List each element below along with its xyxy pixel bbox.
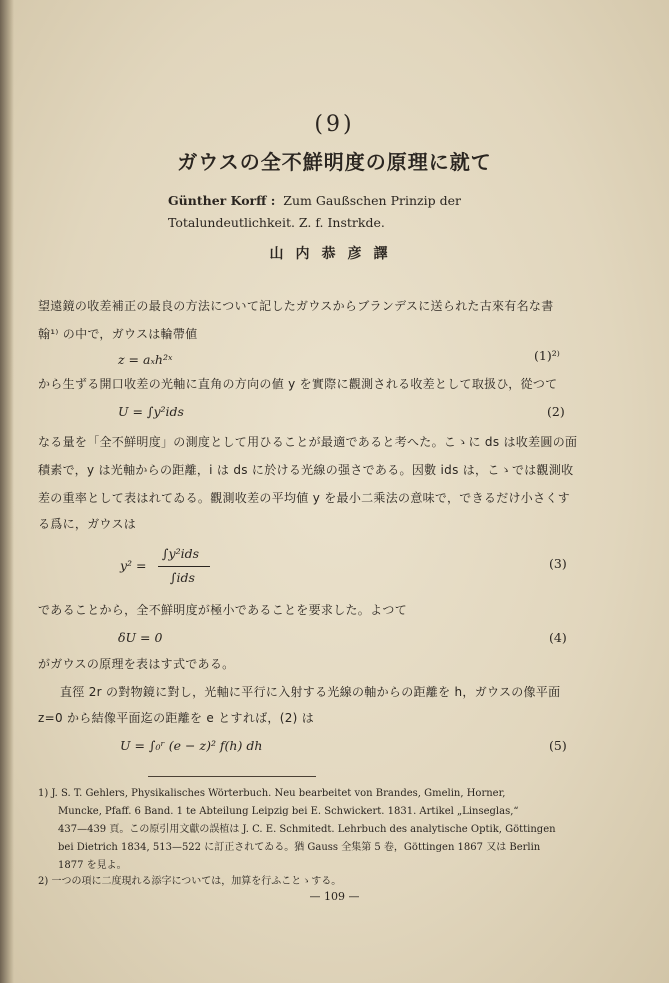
body-line: なる量を「全不鮮明度」の測度として用ひることが最適であると考へた。こゝに ds は收差圓の面 (38, 435, 578, 449)
footnote-1-line: bei Dietrich 1834, 513—522 に訂正されてゐる。猶 Gauss 全集第 5 卷，Göttingen 1867 又は Berlin (58, 842, 541, 853)
body-line: z=0 から結像平面迄の距離を e とすれば，(2) は (38, 711, 315, 725)
body-line: 望遠鏡の收差補正の最良の方法について記したガウスからブランデスに送られた古來有名な書 (38, 299, 554, 313)
equation-3-number: (3) (549, 556, 567, 571)
article-title: ガウスの全不鮮明度の原理に就て (177, 150, 492, 174)
equation-4: δU = 0 (118, 630, 163, 645)
source-citation (168, 190, 461, 234)
footnote-2-line: 2) 一つの項に二度現れる添字については，加算を行ふことゝする。 (38, 876, 342, 887)
footnote-1-line: 1) J. S. T. Gehlers, Physikalisches Wörterbuch. Neu bearbeitet von Brandes, Gmelin, Horner, (38, 788, 506, 799)
footnote-1-line: 437—439 頁。この原引用文獻の誤植は J. C. E. Schmitedt. Lehrbuch des analytische Optik, Göttingen (58, 824, 556, 835)
body-line: 差の重率として表はれてゐる。觀測收差の平均値 y を最小二乘法の意味で，できるだけ小さくす (38, 491, 570, 505)
equation-3-lhs: y² = (120, 558, 147, 573)
equation-3-denominator: ∫ids (170, 570, 195, 585)
body-line: であることから，全不鮮明度が極小であることを要求した。よつて (38, 603, 408, 617)
equation-1-number: (1)²⁾ (534, 348, 560, 363)
footnote-1-line: 1877 を見よ。 (58, 860, 127, 871)
article-number: (9) (314, 112, 355, 137)
body-line: 翰¹⁾ の中で，ガウスは輪帶値 (38, 327, 198, 341)
equation-3-numerator: ∫y²ids (162, 546, 199, 561)
footnote-divider (148, 776, 316, 777)
citation-author: Günther Korff : (168, 193, 276, 208)
body-line: 積素で，y は光軸からの距離，i は ds に於ける光線の强さである。因數 ids は，こゝでは觀測收 (38, 463, 574, 477)
footnote-1-line: Muncke, Pfaff. 6 Band. 1 te Abteilung Leipzig bei E. Schwickert. 1831. Artikel „Linseglas,“ (58, 806, 519, 817)
body-line: がガウスの原理を表はす式である。 (38, 657, 235, 671)
citation-title-part2: Totalundeutlichkeit. Z. f. Instrkde. (168, 215, 385, 230)
citation-title-part1: Zum Gaußschen Prinzip der (283, 193, 461, 208)
body-line: 直徑 2r の對物鏡に對し，光軸に平行に入射する光線の軸からの距離を h，ガウスの像平面 (60, 685, 561, 699)
body-line: る爲に，ガウスは (38, 517, 137, 531)
page-number: — 109 — (309, 890, 360, 903)
equation-4-number: (4) (549, 630, 567, 645)
body-line: から生ずる開口收差の光軸に直角の方向の値 y を實際に觀測される收差として取扱ひ，從つて (38, 377, 558, 391)
equation-2: U = ∫y²ids (118, 404, 184, 419)
equation-1: z = aₓh²ˣ (118, 352, 173, 367)
equation-2-number: (2) (547, 404, 565, 419)
equation-5-number: (5) (549, 738, 567, 753)
fraction-bar (158, 566, 210, 567)
translator-name: 山内恭彦譯 (269, 246, 400, 262)
equation-5: U = ∫₀ʳ (e − z)² f(h) dh (120, 738, 263, 753)
